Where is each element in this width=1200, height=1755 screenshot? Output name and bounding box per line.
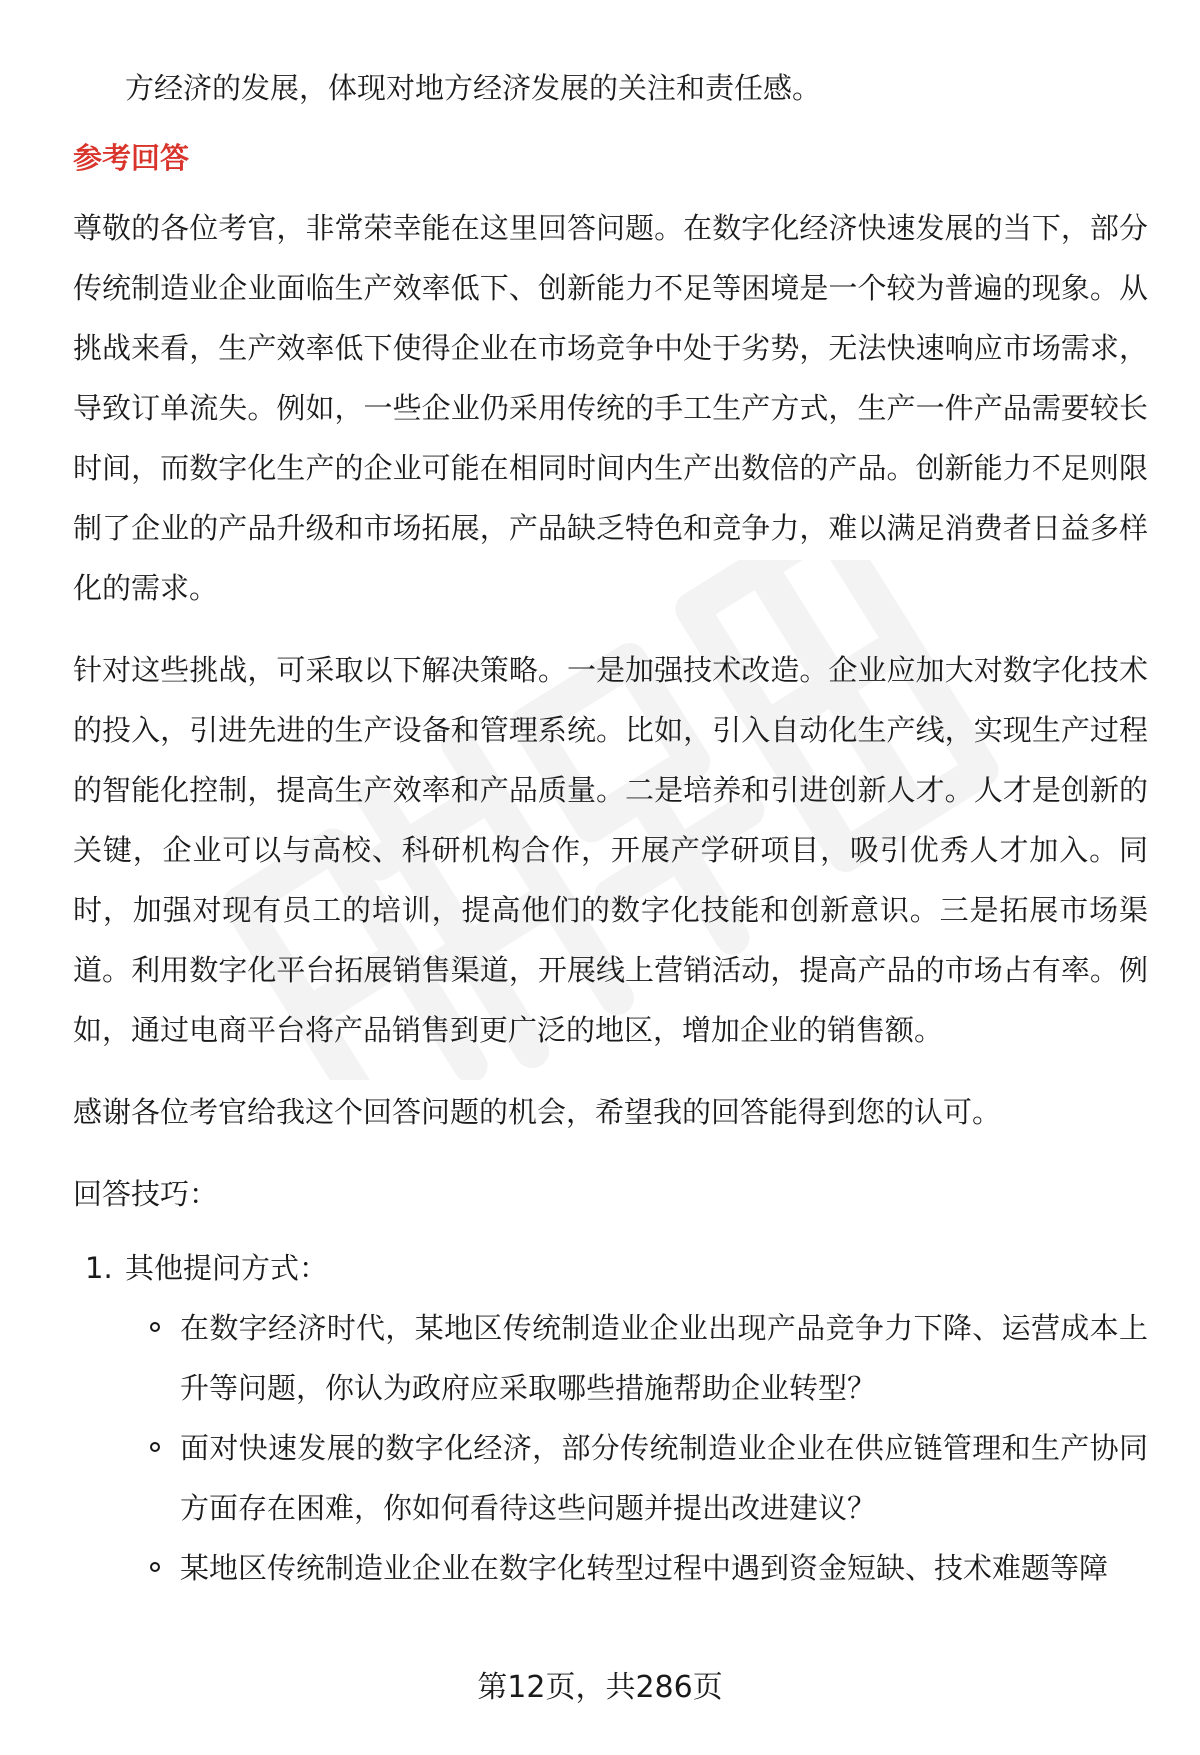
list-item	[150, 1298, 1148, 1418]
tip-item	[73, 1238, 1148, 1598]
question-text: 某地区传统制造业企业在数字化转型过程中遇到资金短缺、技术难题等障	[180, 1551, 1109, 1585]
continued-text: 方经济的发展，体现对地方经济发展的关注和责任感。	[125, 71, 822, 105]
circle-bullet-icon	[150, 1562, 160, 1572]
answer-paragraph-1: 尊敬的各位考官，非常荣幸能在这里回答问题。在数字化经济快速发展的当下，部分传统制造业企业面临生产效率低下、创新能力不足等困境是一个较为普遍的现象。从挑战来看，生产效率低下使得企业在市场竞争中处于劣势，无法快速响应市场需求，导致订单流失。例如，一些企业仍采用传统的手工生产方式，生产一件产品需要较长时间，而数字化生产的企业可能在相同时间内生产出数倍的产品。创新能力不足则限制了企业的产品升级和市场拓展，产品缺乏特色和竞争力，难以满足消费者日益多样化的需求。	[73, 211, 1148, 605]
question-list	[73, 1298, 1148, 1598]
list-item	[150, 1418, 1148, 1538]
answer-paragraph-2: 针对这些挑战，可采取以下解决策略。一是加强技术改造。企业应加大对数字化技术的投入，引进先进的生产设备和管理系统。比如，引入自动化生产线，实现生产过程的智能化控制，提高生产效率和产品质量。二是培养和引进创新人才。人才是创新的关键，企业可以与高校、科研机构合作，开展产学研项目，吸引优秀人才加入。同时，加强对现有员工的培训，提高他们的数字化技能和创新意识。三是拓展市场渠道。利用数字化平台拓展销售渠道，开展线上营销活动，提高产品的市场占有率。例如，通过电商平台将产品销售到更广泛的地区，增加企业的销售额。	[73, 653, 1148, 1047]
page-number-footer: 第12页，共286页	[477, 1670, 723, 1705]
section-title: 参考回答	[73, 141, 190, 175]
tips-label: 回答技巧：	[73, 1177, 219, 1211]
tips-list	[73, 1238, 1148, 1598]
tip-title: 其他提问方式：	[125, 1251, 329, 1285]
question-text: 面对快速发展的数字化经济，部分传统制造业企业在供应链管理和生产协同方面存在困难，你如何看待这些问题并提出改进建议？	[180, 1431, 1148, 1525]
document-body	[73, 58, 1148, 1598]
answer-paragraph-3: 感谢各位考官给我这个回答问题的机会，希望我的回答能得到您的认可。	[73, 1095, 1002, 1129]
tip-number: 1.	[85, 1251, 113, 1285]
circle-bullet-icon	[150, 1442, 160, 1452]
circle-bullet-icon	[150, 1322, 160, 1332]
tip-item-heading	[73, 1238, 1148, 1298]
list-item	[150, 1538, 1148, 1598]
question-text: 在数字经济时代，某地区传统制造业企业出现产品竞争力下降、运营成本上升等问题，你认为政府应采取哪些措施帮助企业转型？	[180, 1311, 1148, 1405]
